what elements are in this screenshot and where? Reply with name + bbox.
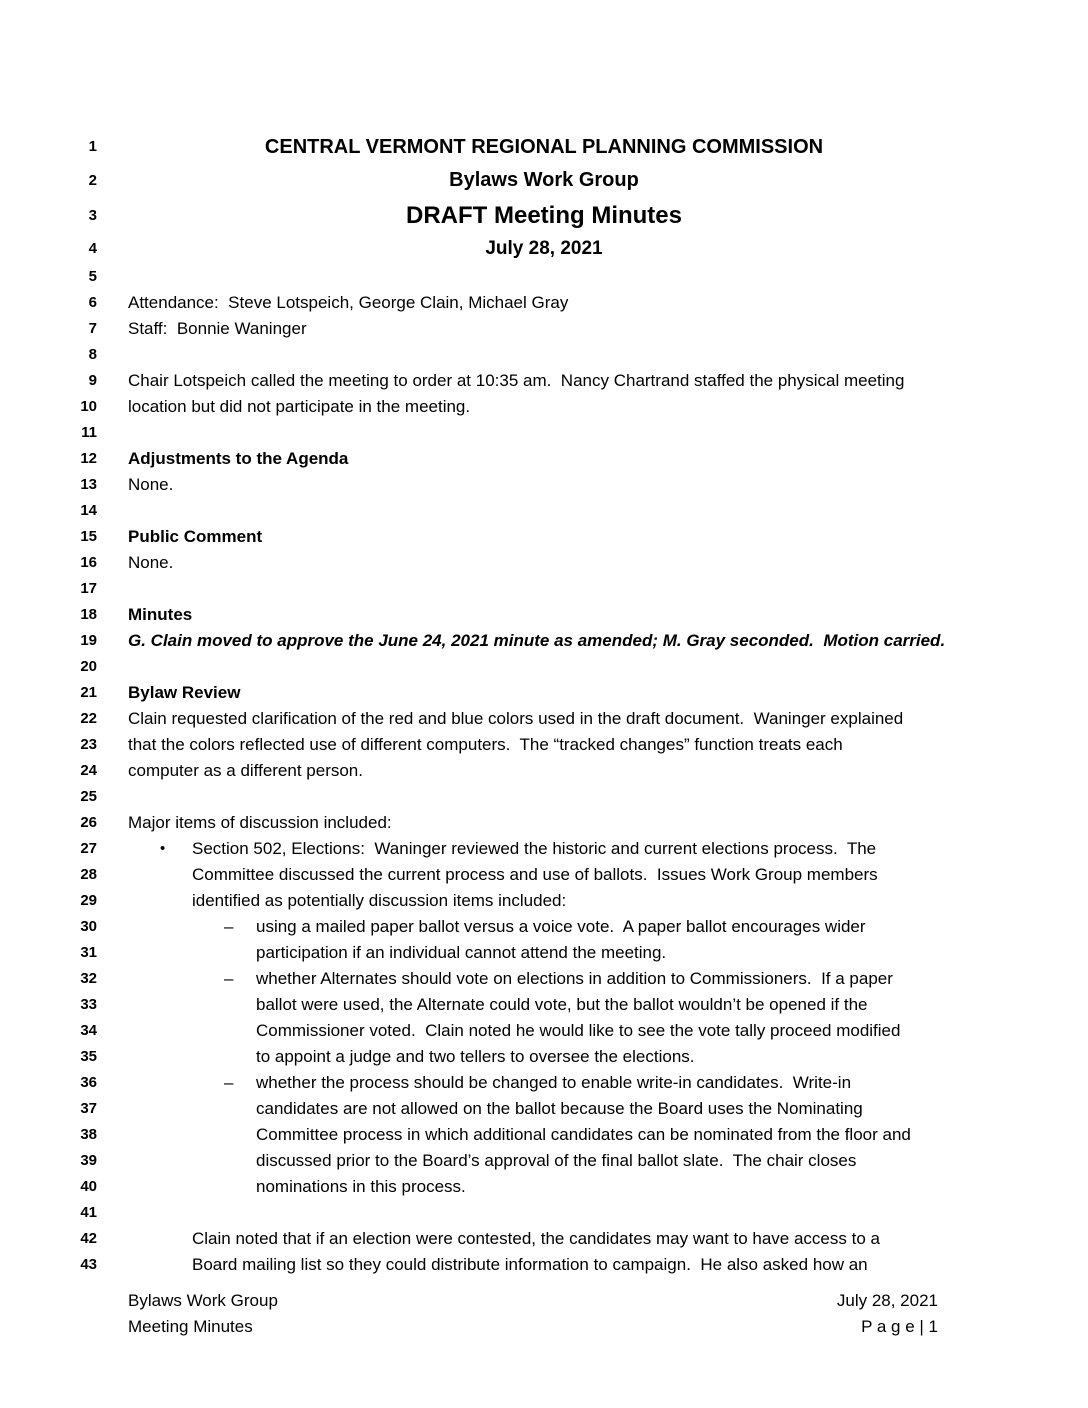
line-text: Clain requested clarification of the red and blue colors used in the draft document. Waninger explained (128, 709, 904, 728)
doc-line-25 (0, 784, 1088, 810)
footer-doc-type: Meeting Minutes (128, 1317, 253, 1336)
line-text: whether Alternates should vote on elections in addition to Commissioners. If a paper (256, 969, 893, 988)
doc-line-14 (0, 498, 1088, 524)
doc-line-40 (0, 1174, 1088, 1200)
line-text: candidates are not allowed on the ballot because the Board uses the Nominating (256, 1099, 863, 1118)
doc-line-11 (0, 420, 1088, 446)
doc-line-38 (0, 1122, 1088, 1148)
footer-date: July 28, 2021 (836, 1291, 938, 1310)
document-body (0, 130, 1088, 1278)
line-number: 12 (80, 450, 97, 467)
line-text: using a mailed paper ballot versus a voice vote. A paper ballot encourages wider (256, 917, 866, 936)
line-number: 42 (80, 1230, 97, 1247)
line-text: Minutes (128, 605, 193, 624)
line-number: 36 (80, 1074, 97, 1091)
doc-line-6 (0, 290, 1088, 316)
doc-line-21 (0, 680, 1088, 706)
doc-line-3 (0, 197, 1088, 234)
line-number: 35 (80, 1048, 97, 1065)
doc-line-16 (0, 550, 1088, 576)
line-number: 4 (88, 240, 97, 257)
line-text: Committee discussed the current process and use of ballots. Issues Work Group members (192, 865, 878, 884)
line-number: 9 (88, 372, 97, 389)
line-text: computer as a different person. (128, 761, 363, 780)
doc-line-26 (0, 810, 1088, 836)
doc-line-20 (0, 654, 1088, 680)
footer-right (837, 1288, 938, 1340)
line-number: 27 (80, 840, 97, 857)
dash-icon: – (224, 1073, 234, 1092)
line-text: Bylaw Review (128, 683, 241, 702)
line-number: 33 (80, 996, 97, 1013)
line-text: to appoint a judge and two tellers to oversee the elections. (256, 1047, 695, 1066)
line-text: DRAFT Meeting Minutes (406, 202, 682, 229)
line-number: 39 (80, 1152, 97, 1169)
line-number: 7 (88, 320, 97, 337)
doc-line-17 (0, 576, 1088, 602)
doc-line-24 (0, 758, 1088, 784)
line-text: Chair Lotspeich called the meeting to order at 10:35 am. Nancy Chartrand staffed the physical meeting (128, 371, 905, 390)
doc-line-23 (0, 732, 1088, 758)
line-text: Adjustments to the Agenda (128, 449, 349, 468)
line-text: None. (128, 553, 174, 572)
doc-line-5 (0, 264, 1088, 290)
line-text: Staff: Bonnie Waninger (128, 319, 307, 338)
doc-line-32 (0, 966, 1088, 992)
line-text: that the colors reflected use of different computers. The “tracked changes” function treats each (128, 735, 843, 754)
line-number: 8 (88, 346, 97, 363)
doc-line-18 (0, 602, 1088, 628)
line-text: Section 502, Elections: Waninger reviewed the historic and current elections process. The (192, 839, 877, 858)
doc-line-37 (0, 1096, 1088, 1122)
doc-line-30 (0, 914, 1088, 940)
line-text: Committee process in which additional candidates can be nominated from the floor and (256, 1125, 911, 1144)
line-number: 6 (88, 294, 97, 311)
line-number: 16 (80, 554, 97, 571)
line-number: 10 (80, 398, 97, 415)
line-number: 29 (80, 892, 97, 909)
line-number: 19 (80, 632, 97, 649)
line-number: 24 (80, 762, 97, 779)
doc-line-33 (0, 992, 1088, 1018)
line-number: 21 (80, 684, 97, 701)
line-text: July 28, 2021 (485, 238, 603, 259)
doc-line-1 (0, 130, 1088, 164)
doc-line-29 (0, 888, 1088, 914)
doc-line-43 (0, 1252, 1088, 1278)
line-text: Bylaws Work Group (449, 169, 639, 191)
line-number: 5 (88, 268, 97, 285)
line-text: Public Comment (128, 527, 263, 546)
bullet-icon: • (160, 840, 166, 857)
line-text: identified as potentially discussion items included: (192, 891, 567, 910)
line-number: 37 (80, 1100, 97, 1117)
line-number: 13 (80, 476, 97, 493)
line-number: 32 (80, 970, 97, 987)
line-number: 3 (88, 207, 97, 224)
line-text: Clain noted that if an election were contested, the candidates may want to have access to a (192, 1229, 880, 1248)
line-text: Attendance: Steve Lotspeich, George Clain, Michael Gray (128, 293, 569, 312)
line-number: 14 (80, 502, 97, 519)
line-number: 1 (88, 138, 97, 155)
line-number: 28 (80, 866, 97, 883)
line-number: 25 (80, 788, 97, 805)
line-number: 15 (80, 528, 97, 545)
dash-icon: – (224, 969, 234, 988)
line-number: 41 (80, 1204, 97, 1221)
line-text: nominations in this process. (256, 1177, 466, 1196)
doc-line-27 (0, 836, 1088, 862)
line-number: 26 (80, 814, 97, 831)
line-text: participation if an individual cannot attend the meeting. (256, 943, 667, 962)
doc-line-8 (0, 342, 1088, 368)
line-number: 20 (80, 658, 97, 675)
doc-line-10 (0, 394, 1088, 420)
line-text: Commissioner voted. Clain noted he would like to see the vote tally proceed modified (256, 1021, 901, 1040)
doc-line-19 (0, 628, 1088, 654)
line-text: whether the process should be changed to enable write-in candidates. Write-in (256, 1073, 852, 1092)
line-text: Board mailing list so they could distribute information to campaign. He also asked how an (192, 1255, 868, 1274)
line-number: 40 (80, 1178, 97, 1195)
line-text: location but did not participate in the meeting. (128, 397, 471, 416)
line-number: 34 (80, 1022, 97, 1039)
doc-line-22 (0, 706, 1088, 732)
doc-line-4 (0, 234, 1088, 264)
footer-left (128, 1288, 278, 1340)
line-text: G. Clain moved to approve the June 24, 2021 minute as amended; M. Gray seconded. Motion carried. (128, 631, 946, 650)
doc-line-31 (0, 940, 1088, 966)
line-text: Major items of discussion included: (128, 813, 392, 832)
line-number: 43 (80, 1256, 97, 1273)
line-number: 17 (80, 580, 97, 597)
line-number: 2 (88, 172, 97, 189)
line-number: 23 (80, 736, 97, 753)
line-number: 11 (81, 424, 97, 441)
footer-page-number: P a g e | 1 (861, 1317, 938, 1336)
doc-line-35 (0, 1044, 1088, 1070)
doc-line-39 (0, 1148, 1088, 1174)
doc-line-36 (0, 1070, 1088, 1096)
line-number: 18 (80, 606, 97, 623)
doc-line-34 (0, 1018, 1088, 1044)
doc-line-7 (0, 316, 1088, 342)
doc-line-9 (0, 368, 1088, 394)
doc-line-2 (0, 164, 1088, 197)
doc-line-41 (0, 1200, 1088, 1226)
doc-line-42 (0, 1226, 1088, 1252)
doc-line-13 (0, 472, 1088, 498)
line-number: 30 (80, 918, 97, 935)
doc-line-28 (0, 862, 1088, 888)
line-number: 38 (80, 1126, 97, 1143)
dash-icon: – (224, 917, 234, 936)
line-text: discussed prior to the Board’s approval of the final ballot slate. The chair closes (256, 1151, 857, 1170)
footer-doc-group: Bylaws Work Group (128, 1291, 278, 1310)
doc-line-12 (0, 446, 1088, 472)
line-number: 31 (80, 944, 97, 961)
doc-line-15 (0, 524, 1088, 550)
line-number: 22 (80, 710, 97, 727)
line-text: CENTRAL VERMONT REGIONAL PLANNING COMMISSION (264, 136, 824, 158)
line-text: None. (128, 475, 174, 494)
line-text: ballot were used, the Alternate could vote, but the ballot wouldn’t be opened if the (256, 995, 868, 1014)
